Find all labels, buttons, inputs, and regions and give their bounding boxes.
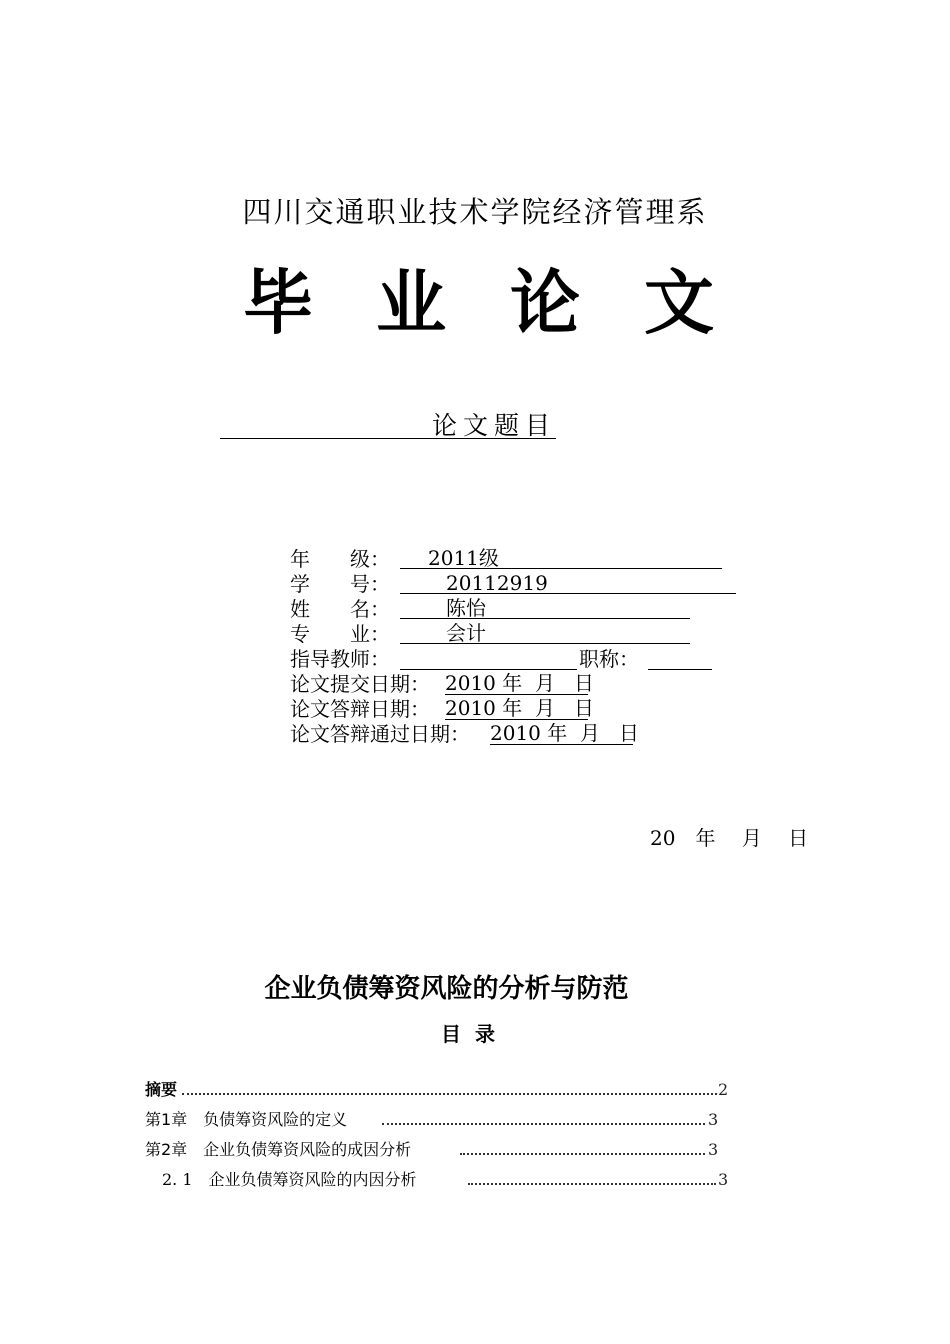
advisor-label: 指导教师： bbox=[290, 647, 390, 671]
toc-heading: 目录 bbox=[441, 1022, 509, 1046]
toc-leader bbox=[182, 1083, 717, 1095]
submit-date-value: 2010 年 月 日 bbox=[445, 671, 595, 695]
defense-date-label: 论文答辩日期： bbox=[290, 697, 430, 721]
pass-date-label: 论文答辩通过日期： bbox=[290, 722, 470, 746]
signing-date: 20 年 月 日 bbox=[650, 826, 809, 850]
title-char-2: 业 bbox=[376, 261, 446, 344]
toc-leader bbox=[460, 1143, 705, 1155]
toc-entry-label: 2. 1 企业负债筹资风险的内因分析 bbox=[162, 1170, 417, 1189]
toc-entry-page: 3 bbox=[718, 1170, 729, 1189]
title-char-1: 毕 bbox=[243, 261, 313, 344]
institution-name: 四川交通职业技术学院经济管理系 bbox=[242, 195, 708, 229]
advisor-title-label: 职称： bbox=[579, 647, 639, 671]
title-char-4: 文 bbox=[644, 261, 714, 344]
grade-value: 2011级 bbox=[400, 547, 722, 569]
toc-entry-page: 3 bbox=[708, 1140, 719, 1159]
name-value: 陈怡 bbox=[400, 597, 690, 619]
student-id-label: 学 号： bbox=[290, 572, 390, 596]
paper-title: 企业负债筹资风险的分析与防范 bbox=[264, 974, 629, 1004]
toc-entry-page: 3 bbox=[708, 1110, 719, 1129]
toc-entry-label: 第1章 负债筹资风险的定义 bbox=[145, 1110, 348, 1129]
toc-entry-label: 第2章 企业负债筹资风险的成因分析 bbox=[145, 1140, 412, 1159]
student-id-value: 20112919 bbox=[400, 572, 736, 594]
submit-date-label: 论文提交日期： bbox=[290, 672, 430, 696]
grade-label: 年 级： bbox=[290, 547, 390, 571]
toc-leader bbox=[382, 1113, 705, 1125]
defense-date-value: 2010 年 月 日 bbox=[445, 696, 595, 720]
advisor-title-value bbox=[648, 647, 712, 670]
title-char-3: 论 bbox=[510, 261, 580, 344]
toc-entry-page: 2 bbox=[718, 1080, 729, 1099]
pass-date-value: 2010 年 月 日 bbox=[490, 721, 640, 745]
name-label: 姓 名： bbox=[290, 597, 390, 621]
toc-leader bbox=[468, 1173, 716, 1185]
advisor-value bbox=[400, 647, 577, 670]
thesis-topic: 论文题目 bbox=[431, 411, 556, 440]
major-label: 专 业： bbox=[290, 622, 390, 646]
major-value: 会计 bbox=[400, 622, 690, 644]
toc-entry-label: 摘要 bbox=[145, 1080, 178, 1099]
